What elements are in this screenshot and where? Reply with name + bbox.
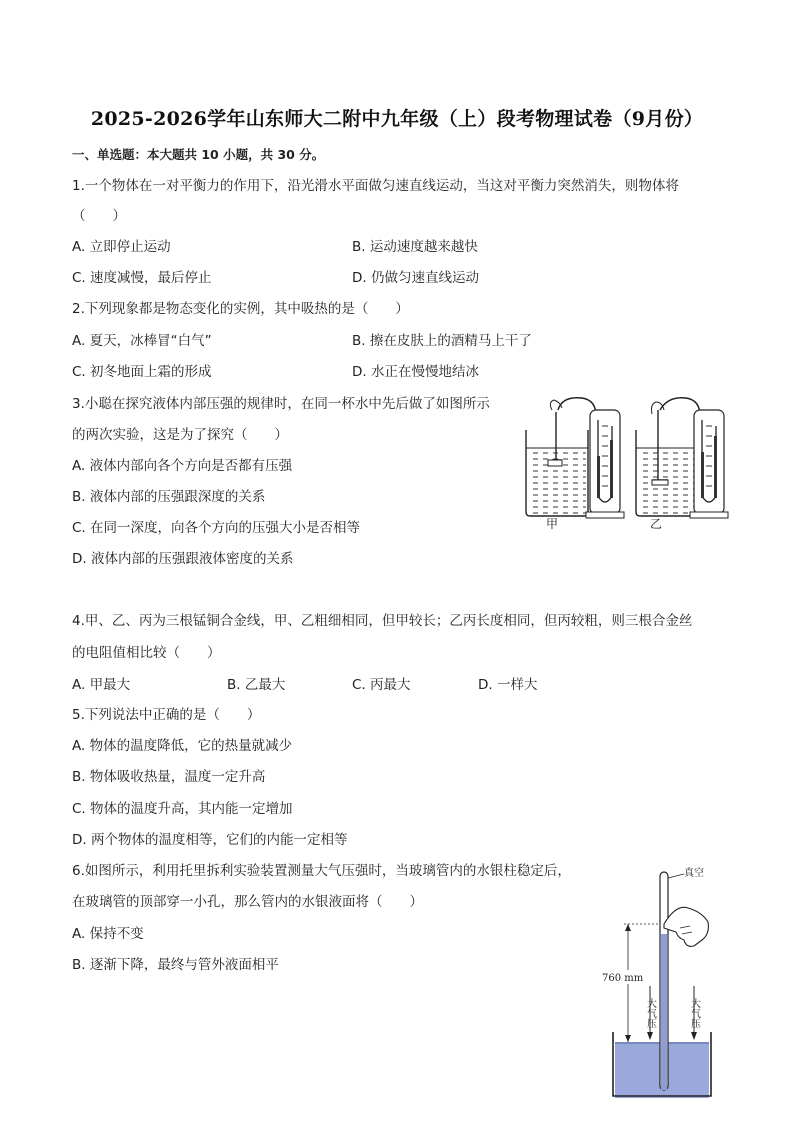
q5-option-d: D. 两个物体的温度相等，它们的内能一定相等 [72,832,348,848]
q3-option-a: A. 液体内部向各个方向是否都有压强 [72,458,293,474]
q2-stem: 2.下列现象都是物态变化的实例，其中吸热的是（ ） [72,301,409,317]
q4-option-c: C. 丙最大 [352,677,411,693]
q3-option-b: B. 液体内部的压强跟深度的关系 [72,489,266,505]
q5-option-c: C. 物体的温度升高，其内能一定增加 [72,801,293,817]
q6-stem-line-2: 在玻璃管的顶部穿一小孔，那么管内的水银液面将（ ） [72,894,423,910]
q6-option-b: B. 逐渐下降，最终与管外液面相平 [72,957,279,973]
q6-stem-line-1: 6.如图所示，利用托里拆利实验装置测量大气压强时，当玻璃管内的水银柱稳定后， [72,863,571,879]
beaker-jia [526,398,596,516]
label-atm-right: 大气压 [688,998,700,1028]
q1-option-b: B. 运动速度越来越快 [352,239,478,255]
q4-option-a: A. 甲最大 [72,677,131,693]
label-760mm: 760 mm [602,973,644,984]
q6-torricelli-figure [598,864,726,1100]
q5-stem: 5.下列说法中正确的是（ ） [72,707,261,723]
label-vacuum: 真空 [684,868,704,879]
q3-stem-line-1: 3.小聪在探究液体内部压强的规律时，在同一杯水中先后做了如图所示 [72,396,490,412]
q2-option-c: C. 初冬地面上霜的形成 [72,364,212,380]
q3-option-d: D. 液体内部的压强跟液体密度的关系 [72,551,294,567]
manometer-yi [690,410,728,518]
q3-option-c: C. 在同一深度，向各个方向的压强大小是否相等 [72,520,361,536]
q1-stem-line-1: 1.一个物体在一对平衡力的作用下，沿光滑水平面做匀速直线运动，当这对平衡力突然消失，则物体将 [72,178,679,194]
q1-option-d: D. 仍做匀速直线运动 [352,270,479,286]
section-heading: 一、单选题：本大题共 10 小题，共 30 分。 [72,147,325,162]
q5-option-a: A. 物体的温度降低，它的热量就减少 [72,738,293,754]
q6-option-a: A. 保持不变 [72,926,144,942]
q2-option-b: B. 擦在皮肤上的酒精马上干了 [352,333,532,349]
q2-option-d: D. 水正在慢慢地结冰 [352,364,479,380]
q4-stem-line-2: 的电阻值相比较（ ） [72,645,221,661]
q3-pressure-figure [522,396,732,532]
q4-option-d: D. 一样大 [478,677,538,693]
q1-stem-line-2: （ ） [72,208,126,224]
q5-option-b: B. 物体吸收热量，温度一定升高 [72,769,266,785]
figure-label-jia: 甲 [546,517,559,531]
beaker-yi [636,398,700,516]
q4-option-b: B. 乙最大 [227,677,286,693]
figure-label-yi: 乙 [650,517,663,531]
q4-stem-line-1: 4.甲、乙、丙为三根锰铜合金线，甲、乙粗细相同，但甲较长；乙丙长度相同，但丙较粗，则三根合金丝 [72,613,693,629]
q2-option-a: A. 夏天，冰棒冒“白气” [72,333,212,349]
label-atm-left: 大气压 [644,998,656,1028]
q3-stem-line-2: 的两次实验，这是为了探究（ ） [72,427,288,443]
manometer-jia [586,410,624,518]
page-title: 2025-2026学年山东师大二附中九年级（上）段考物理试卷（9月份） [90,108,704,130]
q1-option-a: A. 立即停止运动 [72,239,171,255]
q1-option-c: C. 速度减慢，最后停止 [72,270,212,286]
